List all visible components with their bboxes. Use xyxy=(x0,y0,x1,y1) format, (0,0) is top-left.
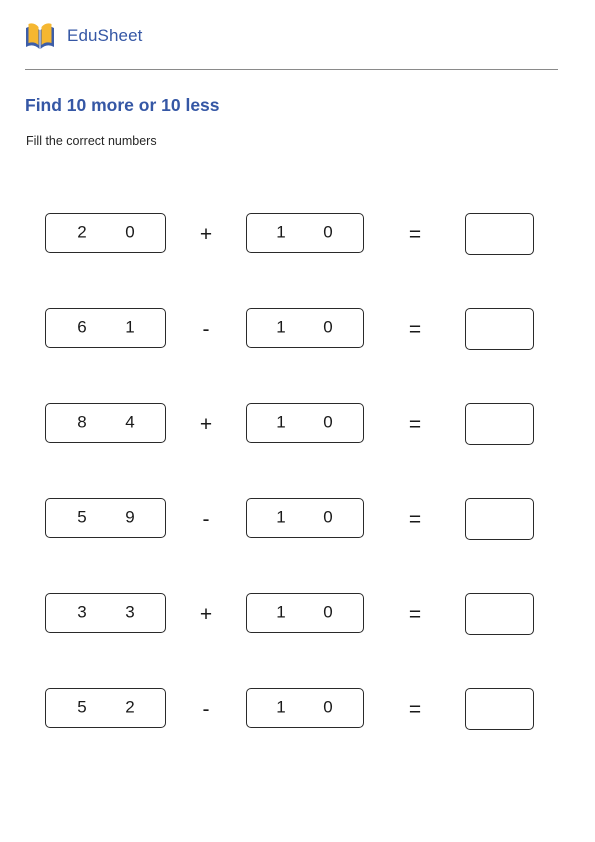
tens-digit: 1 xyxy=(276,412,286,432)
header xyxy=(24,20,142,52)
second-number-box xyxy=(246,403,364,443)
tens-digit: 1 xyxy=(276,507,286,527)
ones-digit: 2 xyxy=(125,697,135,717)
problem-row-5 xyxy=(0,593,595,635)
equals-sign: = xyxy=(408,317,422,341)
equals-sign: = xyxy=(408,507,422,531)
problem-row-6 xyxy=(0,688,595,730)
operator-sign: - xyxy=(202,317,210,341)
first-number-box xyxy=(45,403,166,443)
ones-digit: 4 xyxy=(125,412,135,432)
brand-name: EduSheet xyxy=(67,26,143,45)
answer-box[interactable] xyxy=(465,213,534,255)
first-number-box xyxy=(45,498,166,538)
first-number-box xyxy=(45,688,166,728)
tens-digit: 5 xyxy=(77,507,87,527)
problem-row-3 xyxy=(0,403,595,445)
problem-row-1 xyxy=(0,213,595,255)
tens-digit: 1 xyxy=(276,697,286,717)
ones-digit: 9 xyxy=(125,507,135,527)
second-number-box xyxy=(246,213,364,253)
ones-digit: 1 xyxy=(125,317,135,337)
open-book-icon xyxy=(24,20,56,52)
worksheet-instruction: Fill the correct numbers xyxy=(26,134,157,148)
second-number-box xyxy=(246,498,364,538)
tens-digit: 1 xyxy=(276,602,286,622)
first-number-box xyxy=(45,308,166,348)
header-divider xyxy=(25,69,558,70)
worksheet-title: Find 10 more or 10 less xyxy=(25,95,220,115)
answer-box[interactable] xyxy=(465,593,534,635)
tens-digit: 2 xyxy=(77,222,87,242)
ones-digit: 0 xyxy=(323,697,333,717)
second-number-box xyxy=(246,308,364,348)
equals-sign: = xyxy=(408,222,422,246)
tens-digit: 1 xyxy=(276,222,286,242)
ones-digit: 0 xyxy=(323,507,333,527)
answer-box[interactable] xyxy=(465,688,534,730)
ones-digit: 0 xyxy=(125,222,135,242)
ones-digit: 0 xyxy=(323,412,333,432)
equals-sign: = xyxy=(408,697,422,721)
ones-digit: 3 xyxy=(125,602,135,622)
second-number-box xyxy=(246,688,364,728)
ones-digit: 0 xyxy=(323,317,333,337)
answer-box[interactable] xyxy=(465,498,534,540)
equals-sign: = xyxy=(408,412,422,436)
ones-digit: 0 xyxy=(323,222,333,242)
problem-row-2 xyxy=(0,308,595,350)
operator-sign: + xyxy=(199,602,213,626)
operator-sign: + xyxy=(199,222,213,246)
tens-digit: 1 xyxy=(276,317,286,337)
tens-digit: 6 xyxy=(77,317,87,337)
operator-sign: - xyxy=(202,697,210,721)
second-number-box xyxy=(246,593,364,633)
answer-box[interactable] xyxy=(465,403,534,445)
tens-digit: 5 xyxy=(77,697,87,717)
operator-sign: + xyxy=(199,412,213,436)
first-number-box xyxy=(45,213,166,253)
ones-digit: 0 xyxy=(323,602,333,622)
operator-sign: - xyxy=(202,507,210,531)
tens-digit: 3 xyxy=(77,602,87,622)
problem-row-4 xyxy=(0,498,595,540)
answer-box[interactable] xyxy=(465,308,534,350)
equals-sign: = xyxy=(408,602,422,626)
tens-digit: 8 xyxy=(77,412,87,432)
first-number-box xyxy=(45,593,166,633)
